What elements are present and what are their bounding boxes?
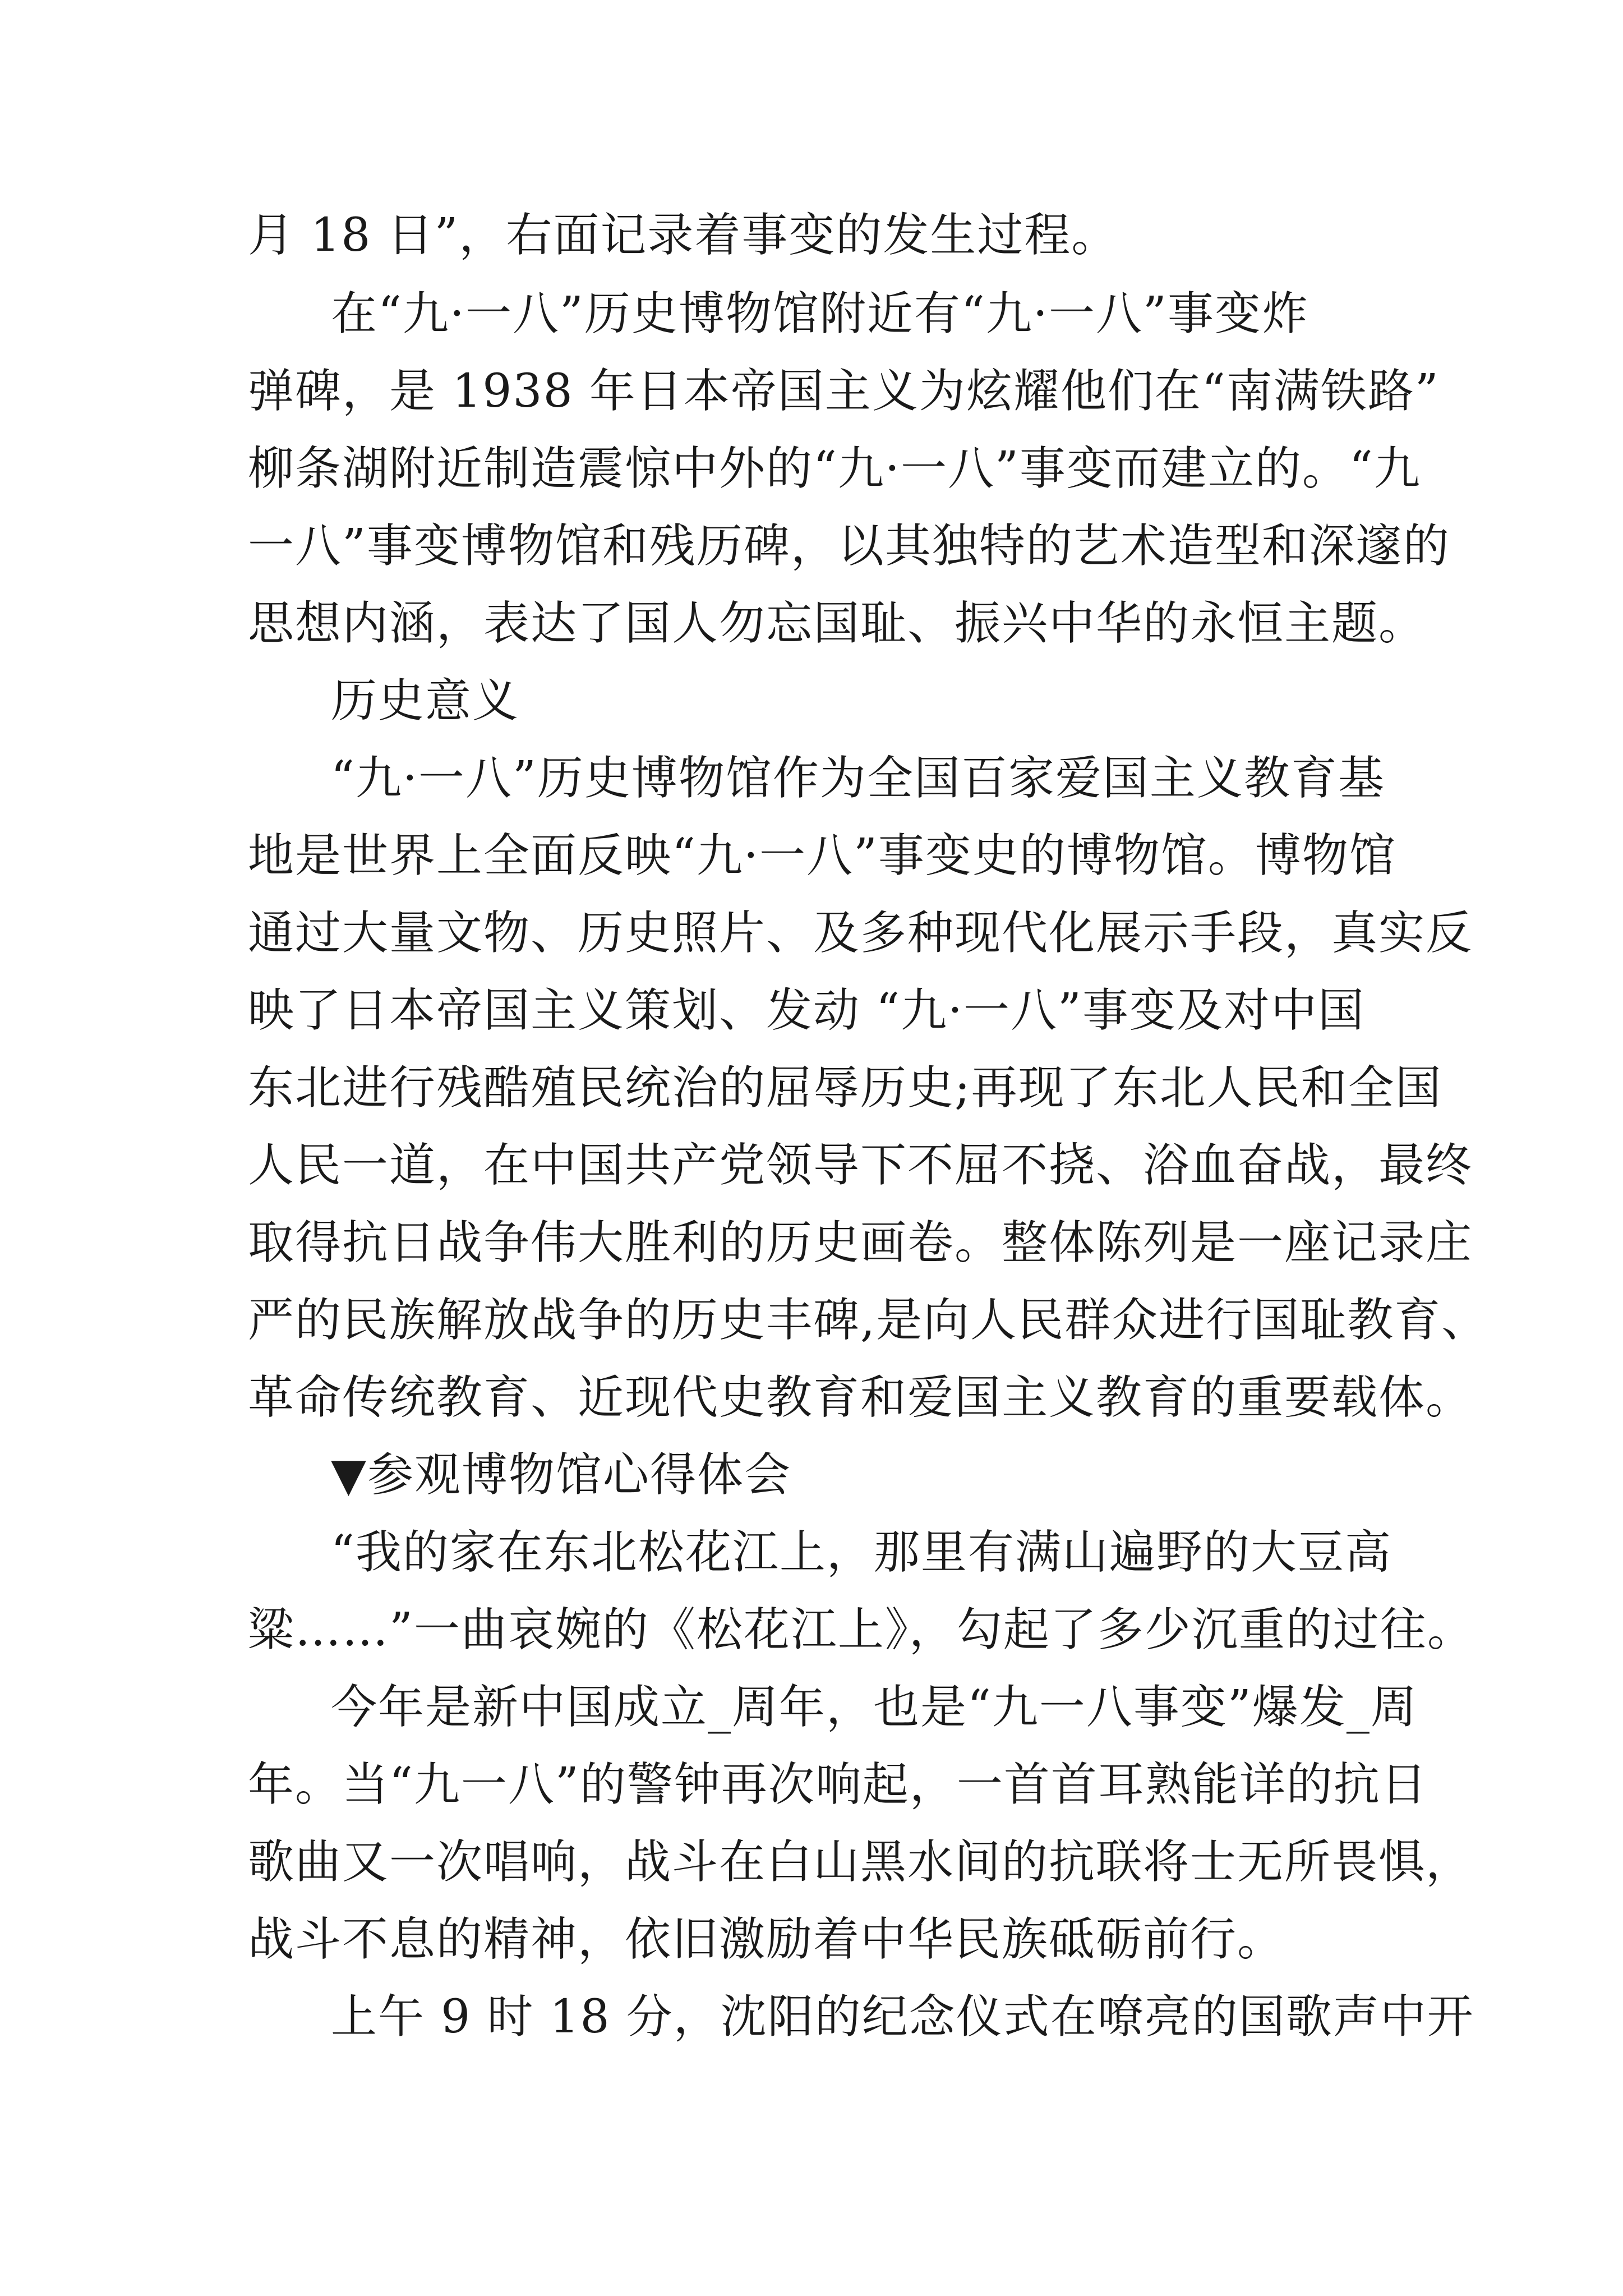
text-line-12: 东北进行残酷殖民统治的屈辱历史;再现了东北人民和全国 xyxy=(248,1061,1442,1115)
text-line-5: 一八”事变博物馆和残历碑，以其独特的艺术造型和深邃的 xyxy=(248,519,1450,573)
text-line-18: “我的家在东北松花江上，那里有满山遍野的大豆高 xyxy=(331,1526,1392,1579)
text-line-15: 严的民族解放战争的历史丰碑,是向人民群众进行国耻教育、 xyxy=(248,1294,1489,1347)
text-line-16: 革命传统教育、近现代史教育和爱国主义教育的重要载体。 xyxy=(248,1371,1473,1424)
text-line-24: 上午 9 时 18 分，沈阳的纪念仪式在嘹亮的国歌声中开 xyxy=(331,1990,1474,2044)
text-line-4: 柳条湖附近制造震惊中外的“九·一八”事变而建立的。“九 xyxy=(248,442,1421,495)
text-line-13: 人民一道，在中国共产党领导下不屈不挠、浴血奋战，最终 xyxy=(248,1139,1473,1192)
text-line-6: 思想内涵，表达了国人勿忘国耻、振兴中华的永恒主题。 xyxy=(248,597,1426,650)
text-line-9: 地是世界上全面反映“九·一八”事变史的博物馆。博物馆 xyxy=(248,829,1396,882)
text-line-23: 战斗不息的精神，依旧激励着中华民族砥砺前行。 xyxy=(248,1913,1285,1966)
text-line-19: 粱……”一曲哀婉的《松花江上》，勾起了多少沉重的过往。 xyxy=(248,1603,1474,1657)
text-line-2: 在“九·一八”历史博物馆附近有“九·一八”事变炸 xyxy=(331,287,1309,341)
text-line-14: 取得抗日战争伟大胜利的历史画卷。整体陈列是一座记录庄 xyxy=(248,1216,1473,1269)
text-line-1: 月 18 日”，右面记录着事变的发生过程。 xyxy=(248,209,1119,262)
text-line-8: “九·一八”历史博物馆作为全国百家爱国主义教育基 xyxy=(331,752,1385,805)
section-heading-visit-reflections: ▼参观博物馆心得体会 xyxy=(331,1448,792,1502)
section-heading-historical-significance: 历史意义 xyxy=(331,674,520,728)
text-line-11: 映了日本帝国主义策划、发动 “九·一八”事变及对中国 xyxy=(248,984,1365,1037)
text-line-20: 今年是新中国成立_周年，也是“九一八事变”爆发_周 xyxy=(331,1681,1418,1734)
text-line-10: 通过大量文物、历史照片、及多种现代化展示手段，真实反 xyxy=(248,907,1473,960)
text-line-22: 歌曲又一次唱响，战斗在白山黑水间的抗联将士无所畏惧， xyxy=(248,1835,1473,1889)
text-line-3: 弹碑，是 1938 年日本帝国主义为炫耀他们在“南满铁路” xyxy=(248,365,1440,418)
text-line-21: 年。当“九一八”的警钟再次响起，一首首耳熟能详的抗日 xyxy=(248,1758,1428,1811)
